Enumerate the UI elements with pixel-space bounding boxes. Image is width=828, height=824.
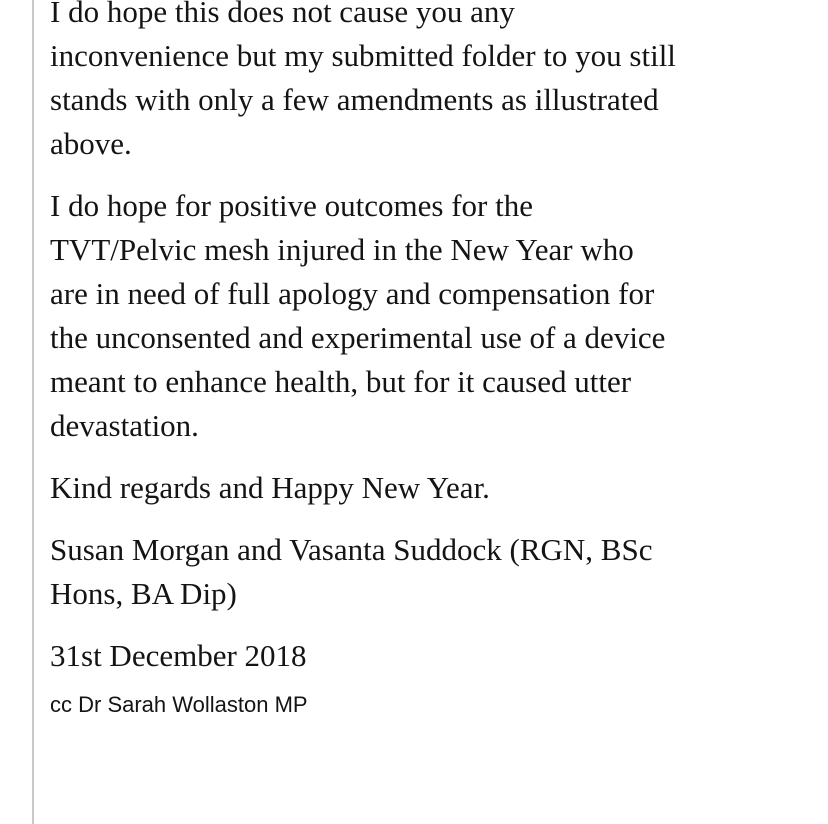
cc-line: cc Dr Sarah Wollaston MP	[50, 692, 308, 717]
text-line: I do hope this does not cause you any	[50, 0, 515, 29]
letter-date: 31st December 2018	[50, 638, 307, 673]
left-margin-rule	[32, 0, 34, 824]
text-line: are in need of full apology and compensation for	[50, 276, 655, 311]
paragraph-outcomes	[50, 184, 820, 448]
text-line: inconvenience but my submitted folder to you still	[50, 38, 676, 73]
text-line: I do hope for positive outcomes for the	[50, 188, 533, 223]
text-line: devastation.	[50, 408, 199, 443]
letter-body	[50, 0, 820, 720]
signature-line: Hons, BA Dip)	[50, 576, 237, 611]
text-line: above.	[50, 126, 132, 161]
signature	[50, 528, 820, 616]
text-line: stands with only a few amendments as illustrated	[50, 82, 659, 117]
signature-line: Susan Morgan and Vasanta Suddock (RGN, BSc	[50, 532, 653, 567]
text-line: the unconsented and experimental use of a device	[50, 320, 666, 355]
text-line: meant to enhance health, but for it caused utter	[50, 364, 632, 399]
paragraph-inconvenience	[50, 0, 820, 166]
text-line: TVT/Pelvic mesh injured in the New Year who	[50, 232, 634, 267]
closing-line: Kind regards and Happy New Year.	[50, 470, 490, 505]
